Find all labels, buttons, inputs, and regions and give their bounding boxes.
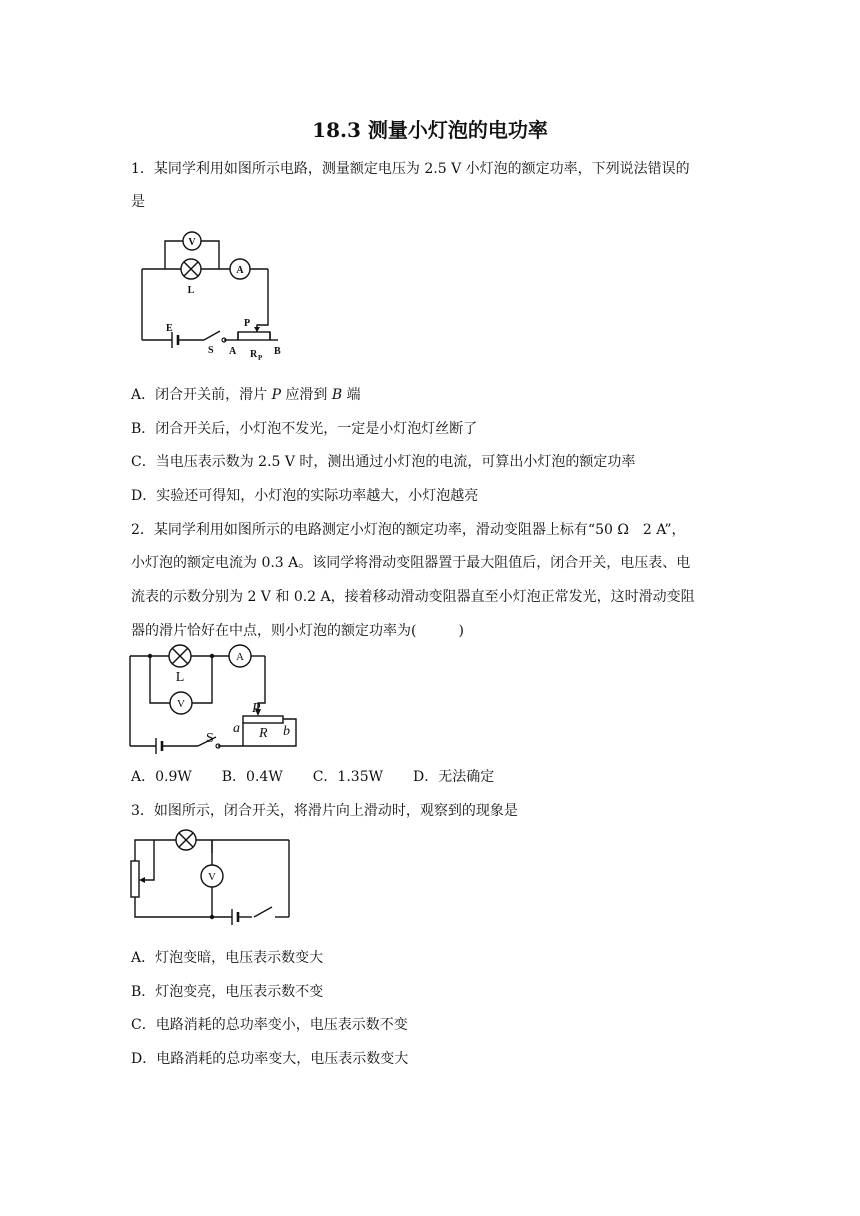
voltmeter-label: V — [188, 237, 196, 248]
q2-option-a: A．0.9W — [131, 769, 192, 785]
q3-option-b: B．灯泡变亮，电压表示数不变 — [131, 984, 324, 1000]
slider-label: P — [252, 701, 261, 716]
voltmeter-label: V — [177, 698, 185, 710]
q1-option-a: A．闭合开关前，滑片 P 应滑到 B 端 — [131, 387, 361, 403]
q3-option-a: A．灯泡变暗，电压表示数变大 — [131, 950, 324, 966]
q3-stem: 3．如图所示，闭合开关，将滑片向上滑动时，观察到的现象是 — [131, 803, 518, 819]
q1-option-c: C．当电压表示数为 2.5 V 时，测出通过小灯泡的电流，可算出小灯泡的额定功率 — [131, 454, 636, 470]
battery-label: E — [166, 323, 173, 334]
q1-stem-line2: 是 — [131, 194, 145, 210]
voltmeter-label: V — [208, 871, 216, 883]
end-b-label: B — [274, 346, 281, 357]
q3-option-d: D．电路消耗的总功率变大，电压表示数变大 — [131, 1051, 409, 1067]
lamp-label: L — [175, 670, 185, 685]
end-a-label: a — [233, 721, 240, 736]
ammeter-label: A — [236, 265, 244, 276]
switch-label: S — [206, 731, 214, 746]
rheostat-label: R — [250, 349, 258, 360]
q3-option-c: C．电路消耗的总功率变小，电压表示数不变 — [131, 1017, 408, 1033]
q2-stem-line1: 2．某同学利用如图所示的电路测定小灯泡的额定功率，滑动变阻器上标有“50 Ω 2 A”， — [131, 522, 686, 538]
q2-stem-line2: 小灯泡的额定电流为 0.3 A。该同学将滑动变阻器置于最大阻值后，闭合开关，电压表、电 — [131, 555, 691, 571]
q2-options — [131, 766, 524, 786]
q2-stem-line4: 器的滑片恰好在中点，则小灯泡的额定功率为( ) — [131, 623, 464, 639]
rheostat-subscript: P — [258, 354, 263, 362]
q3-circuit-diagram — [128, 828, 298, 928]
ammeter-label: A — [236, 651, 244, 663]
rheostat-label: R — [259, 726, 268, 741]
slider-label: P — [244, 318, 251, 329]
q1-option-b: B．闭合开关后，小灯泡不发光，一定是小灯泡灯丝断了 — [131, 421, 478, 437]
q2-option-c: C．1.35W — [312, 769, 383, 785]
q1-stem-line1: 1．某同学利用如图所示电路，测量额定电压为 2.5 V 小灯泡的额定功率，下列说法错误的 — [131, 161, 690, 177]
q2-circuit-diagram — [128, 646, 303, 756]
switch-label: S — [208, 345, 214, 356]
end-a-label: A — [229, 346, 237, 357]
q1-option-d: D．实验还可得知，小灯泡的实际功率越大，小灯泡越亮 — [131, 488, 479, 504]
q2-stem-line3: 流表的示数分别为 2 V 和 0.2 A，接着移动滑动变阻器直至小灯泡正常发光，这时滑动变阻 — [131, 589, 695, 605]
lamp-label: L — [187, 285, 195, 296]
q2-option-b: B．0.4W — [221, 769, 283, 785]
q1-circuit-diagram — [138, 228, 288, 368]
page-title: 18.3 测量小灯泡的电功率 — [312, 118, 548, 142]
end-b-label: b — [283, 724, 290, 739]
q2-option-d: D．无法确定 — [413, 769, 495, 785]
